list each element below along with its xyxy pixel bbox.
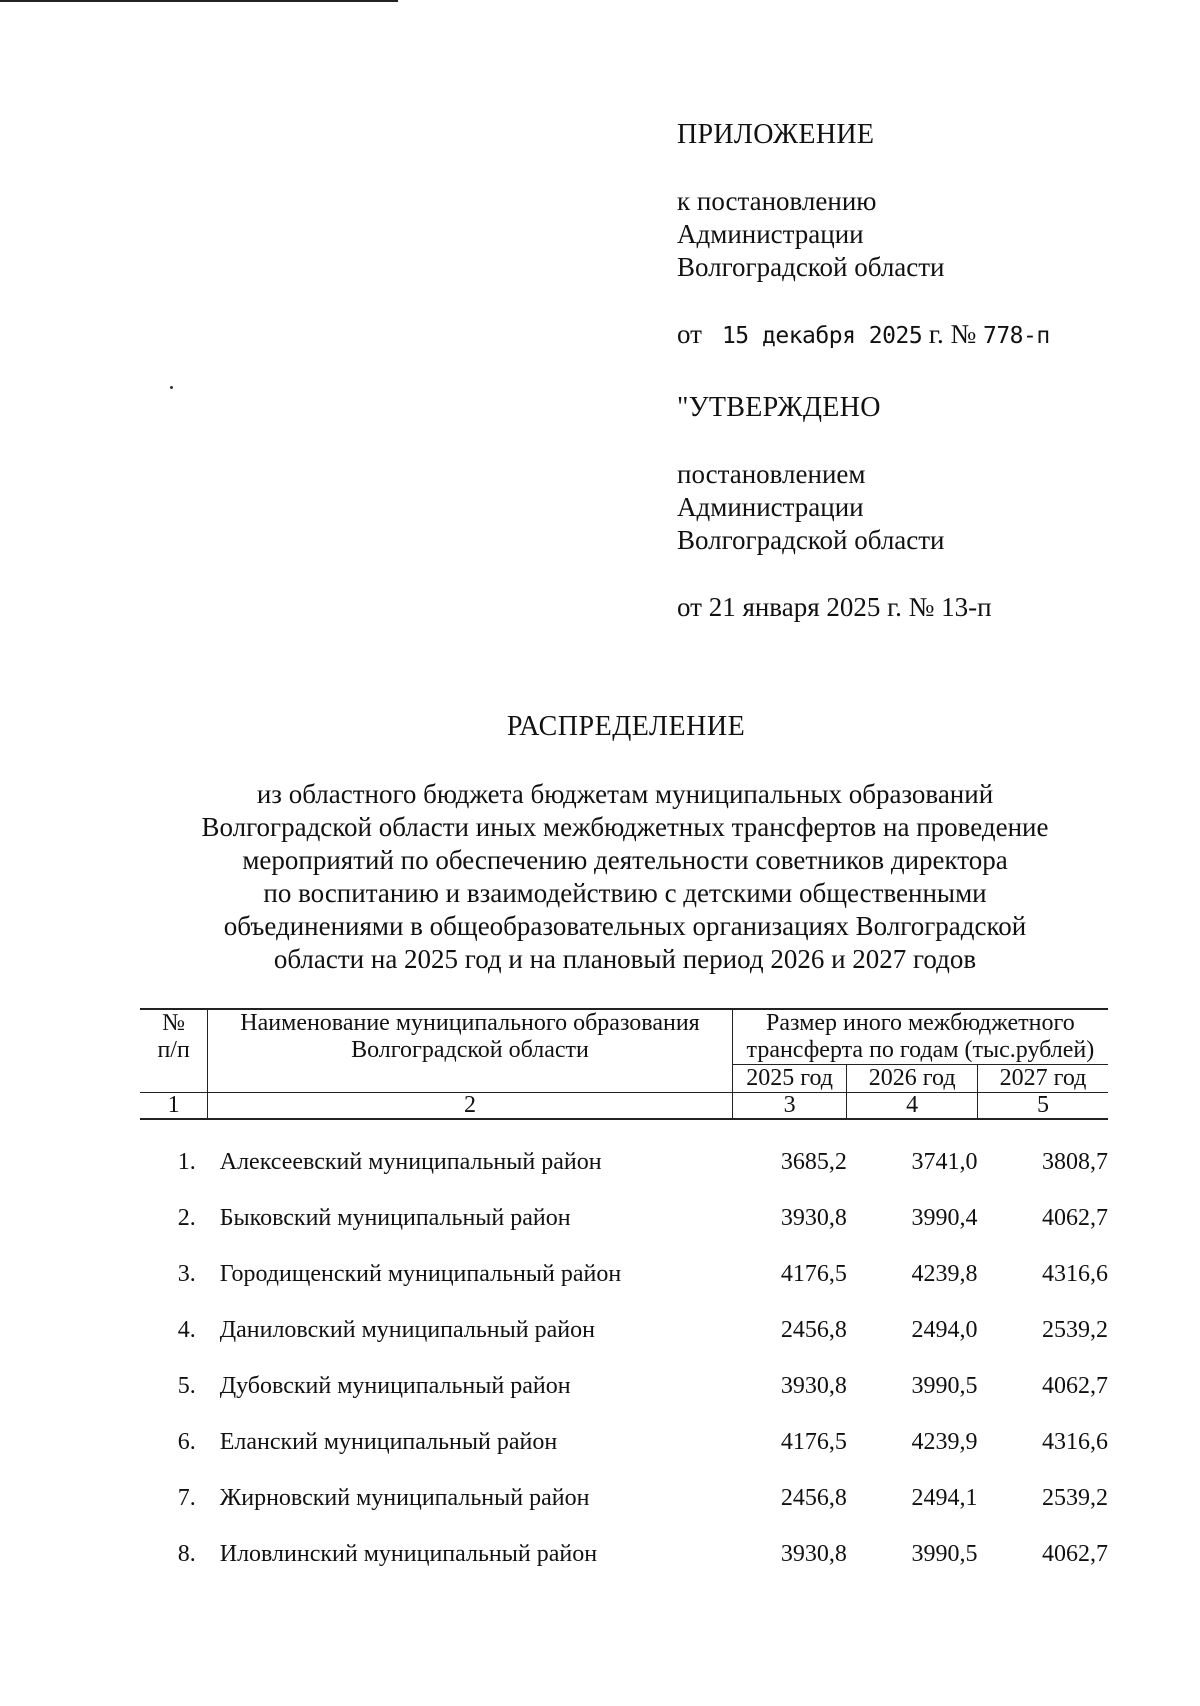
col-number-4: 4	[847, 1093, 978, 1120]
table-row	[140, 1358, 1108, 1414]
row-number: 7.	[177, 1485, 196, 1511]
row-value-2027: 4316,6	[1042, 1261, 1108, 1287]
row-value-2027: 2539,2	[1042, 1485, 1108, 1511]
header-name-line-2: Волгоградской области	[351, 1037, 589, 1063]
row-number: 6.	[177, 1429, 196, 1455]
approved-date-line: от 21 января 2025 г. № 13-п	[677, 592, 992, 622]
col-number-3: 3	[732, 1093, 847, 1120]
decree-prefix: от	[677, 319, 702, 349]
row-value-2025: 3685,2	[780, 1149, 847, 1175]
row-number: 1.	[177, 1149, 196, 1175]
row-value-2026: 2494,0	[911, 1317, 978, 1343]
row-number: 8.	[177, 1541, 196, 1567]
row-value-2026: 3990,4	[911, 1205, 978, 1231]
row-value-2027: 4062,7	[1042, 1205, 1108, 1231]
table-row	[140, 1470, 1108, 1526]
header-year-2025: 2025 год	[732, 1065, 847, 1093]
row-number: 2.	[177, 1205, 196, 1231]
row-municipality: Дубовский муниципальный район	[219, 1373, 571, 1399]
row-value-2027: 4062,7	[1042, 1541, 1108, 1567]
approved-by-line-3: Волгоградской области	[677, 525, 945, 555]
header-municipality	[208, 1009, 733, 1093]
approved-title: "УТВЕРЖДЕНО	[677, 392, 881, 423]
row-number: 5.	[177, 1373, 196, 1399]
header-year-2027: 2027 год	[977, 1065, 1108, 1093]
row-value-2025: 2456,8	[780, 1317, 847, 1343]
approval-block	[677, 118, 1177, 624]
row-number: 4.	[177, 1317, 196, 1343]
row-value-2025: 4176,5	[780, 1429, 847, 1455]
subtitle-line-1: из областного бюджета бюджетам муниципальных образований	[256, 779, 994, 809]
decree-reference	[677, 318, 1177, 353]
subtitle-line-3: мероприятий по обеспечению деятельности советников директора	[242, 845, 1008, 875]
subtitle-line-6: области на 2025 год и на плановый период 2026 и 2027 годов	[273, 944, 977, 974]
distribution-table	[140, 1008, 1108, 1582]
col-number-2: 2	[208, 1093, 733, 1120]
header-amount-line-1: Размер иного межбюджетного	[766, 1010, 1075, 1036]
row-value-2027: 2539,2	[1042, 1317, 1108, 1343]
decree-year-suffix: г.	[928, 319, 944, 349]
subtitle-line-5: объединениями в общеобразовательных организациях Волгоградской	[223, 911, 1027, 941]
col-number-5: 5	[977, 1093, 1108, 1120]
appendix-title: ПРИЛОЖЕНИЕ	[677, 119, 875, 150]
header-amount	[732, 1009, 1108, 1065]
row-value-2026: 3990,5	[911, 1541, 978, 1567]
table-row	[140, 1302, 1108, 1358]
table-row	[140, 1119, 1108, 1190]
row-value-2026: 4239,9	[911, 1429, 978, 1455]
row-value-2027: 4062,7	[1042, 1373, 1108, 1399]
row-value-2025: 2456,8	[780, 1485, 847, 1511]
scan-speck	[170, 386, 173, 389]
header-amount-line-2: трансферта по годам (тыс.рублей)	[746, 1037, 1095, 1063]
approved-by-line-1: постановлением	[677, 459, 866, 489]
row-value-2025: 3930,8	[780, 1373, 847, 1399]
to-decree-line-2: Администрации	[677, 219, 864, 249]
row-value-2027: 4316,6	[1042, 1429, 1108, 1455]
row-municipality: Еланский муниципальный район	[219, 1429, 558, 1455]
row-value-2026: 4239,8	[911, 1261, 978, 1287]
header-num-line-1: №	[162, 1010, 186, 1036]
decree-number-sign: №	[950, 319, 977, 349]
row-value-2026: 2494,1	[911, 1485, 978, 1511]
row-municipality: Быковский муниципальный район	[219, 1205, 571, 1231]
row-municipality: Городищенский муниципальный район	[219, 1261, 622, 1287]
row-value-2025: 3930,8	[780, 1541, 847, 1567]
row-value-2025: 3930,8	[780, 1205, 847, 1231]
table-row	[140, 1190, 1108, 1246]
header-num	[140, 1009, 208, 1093]
to-decree-line-1: к постановлению	[677, 186, 877, 216]
row-value-2026: 3990,5	[911, 1373, 978, 1399]
row-municipality: Даниловский муниципальный район	[219, 1317, 595, 1343]
subtitle-line-4: по воспитанию и взаимодействию с детскими общественными	[263, 878, 987, 908]
decree-date: 15 декабря 2025	[721, 323, 923, 349]
approved-by-line-2: Администрации	[677, 492, 864, 522]
subtitle-line-2: Волгоградской области иных межбюджетных трансфертов на проведение	[201, 812, 1049, 842]
to-decree-line-3: Волгоградской области	[677, 252, 945, 282]
row-value-2027: 3808,7	[1042, 1149, 1108, 1175]
table-row	[140, 1414, 1108, 1470]
col-number-1: 1	[140, 1093, 208, 1120]
decree-number: 778-п	[982, 323, 1050, 349]
row-municipality: Алексеевский муниципальный район	[219, 1149, 602, 1175]
row-value-2026: 3741,0	[911, 1149, 978, 1175]
row-value-2025: 4176,5	[780, 1261, 847, 1287]
header-num-line-2: п/п	[157, 1037, 190, 1063]
row-number: 3.	[177, 1261, 196, 1287]
document-subtitle	[150, 778, 1100, 976]
document-title: РАСПРЕДЕЛЕНИЕ	[506, 711, 746, 742]
top-rule	[0, 0, 398, 2]
row-municipality: Иловлинский муниципальный район	[219, 1541, 598, 1567]
row-municipality: Жирновский муниципальный район	[219, 1485, 590, 1511]
table-row	[140, 1526, 1108, 1582]
table-row	[140, 1246, 1108, 1302]
header-name-line-1: Наименование муниципального образования	[240, 1010, 700, 1036]
header-year-2026: 2026 год	[847, 1065, 978, 1093]
